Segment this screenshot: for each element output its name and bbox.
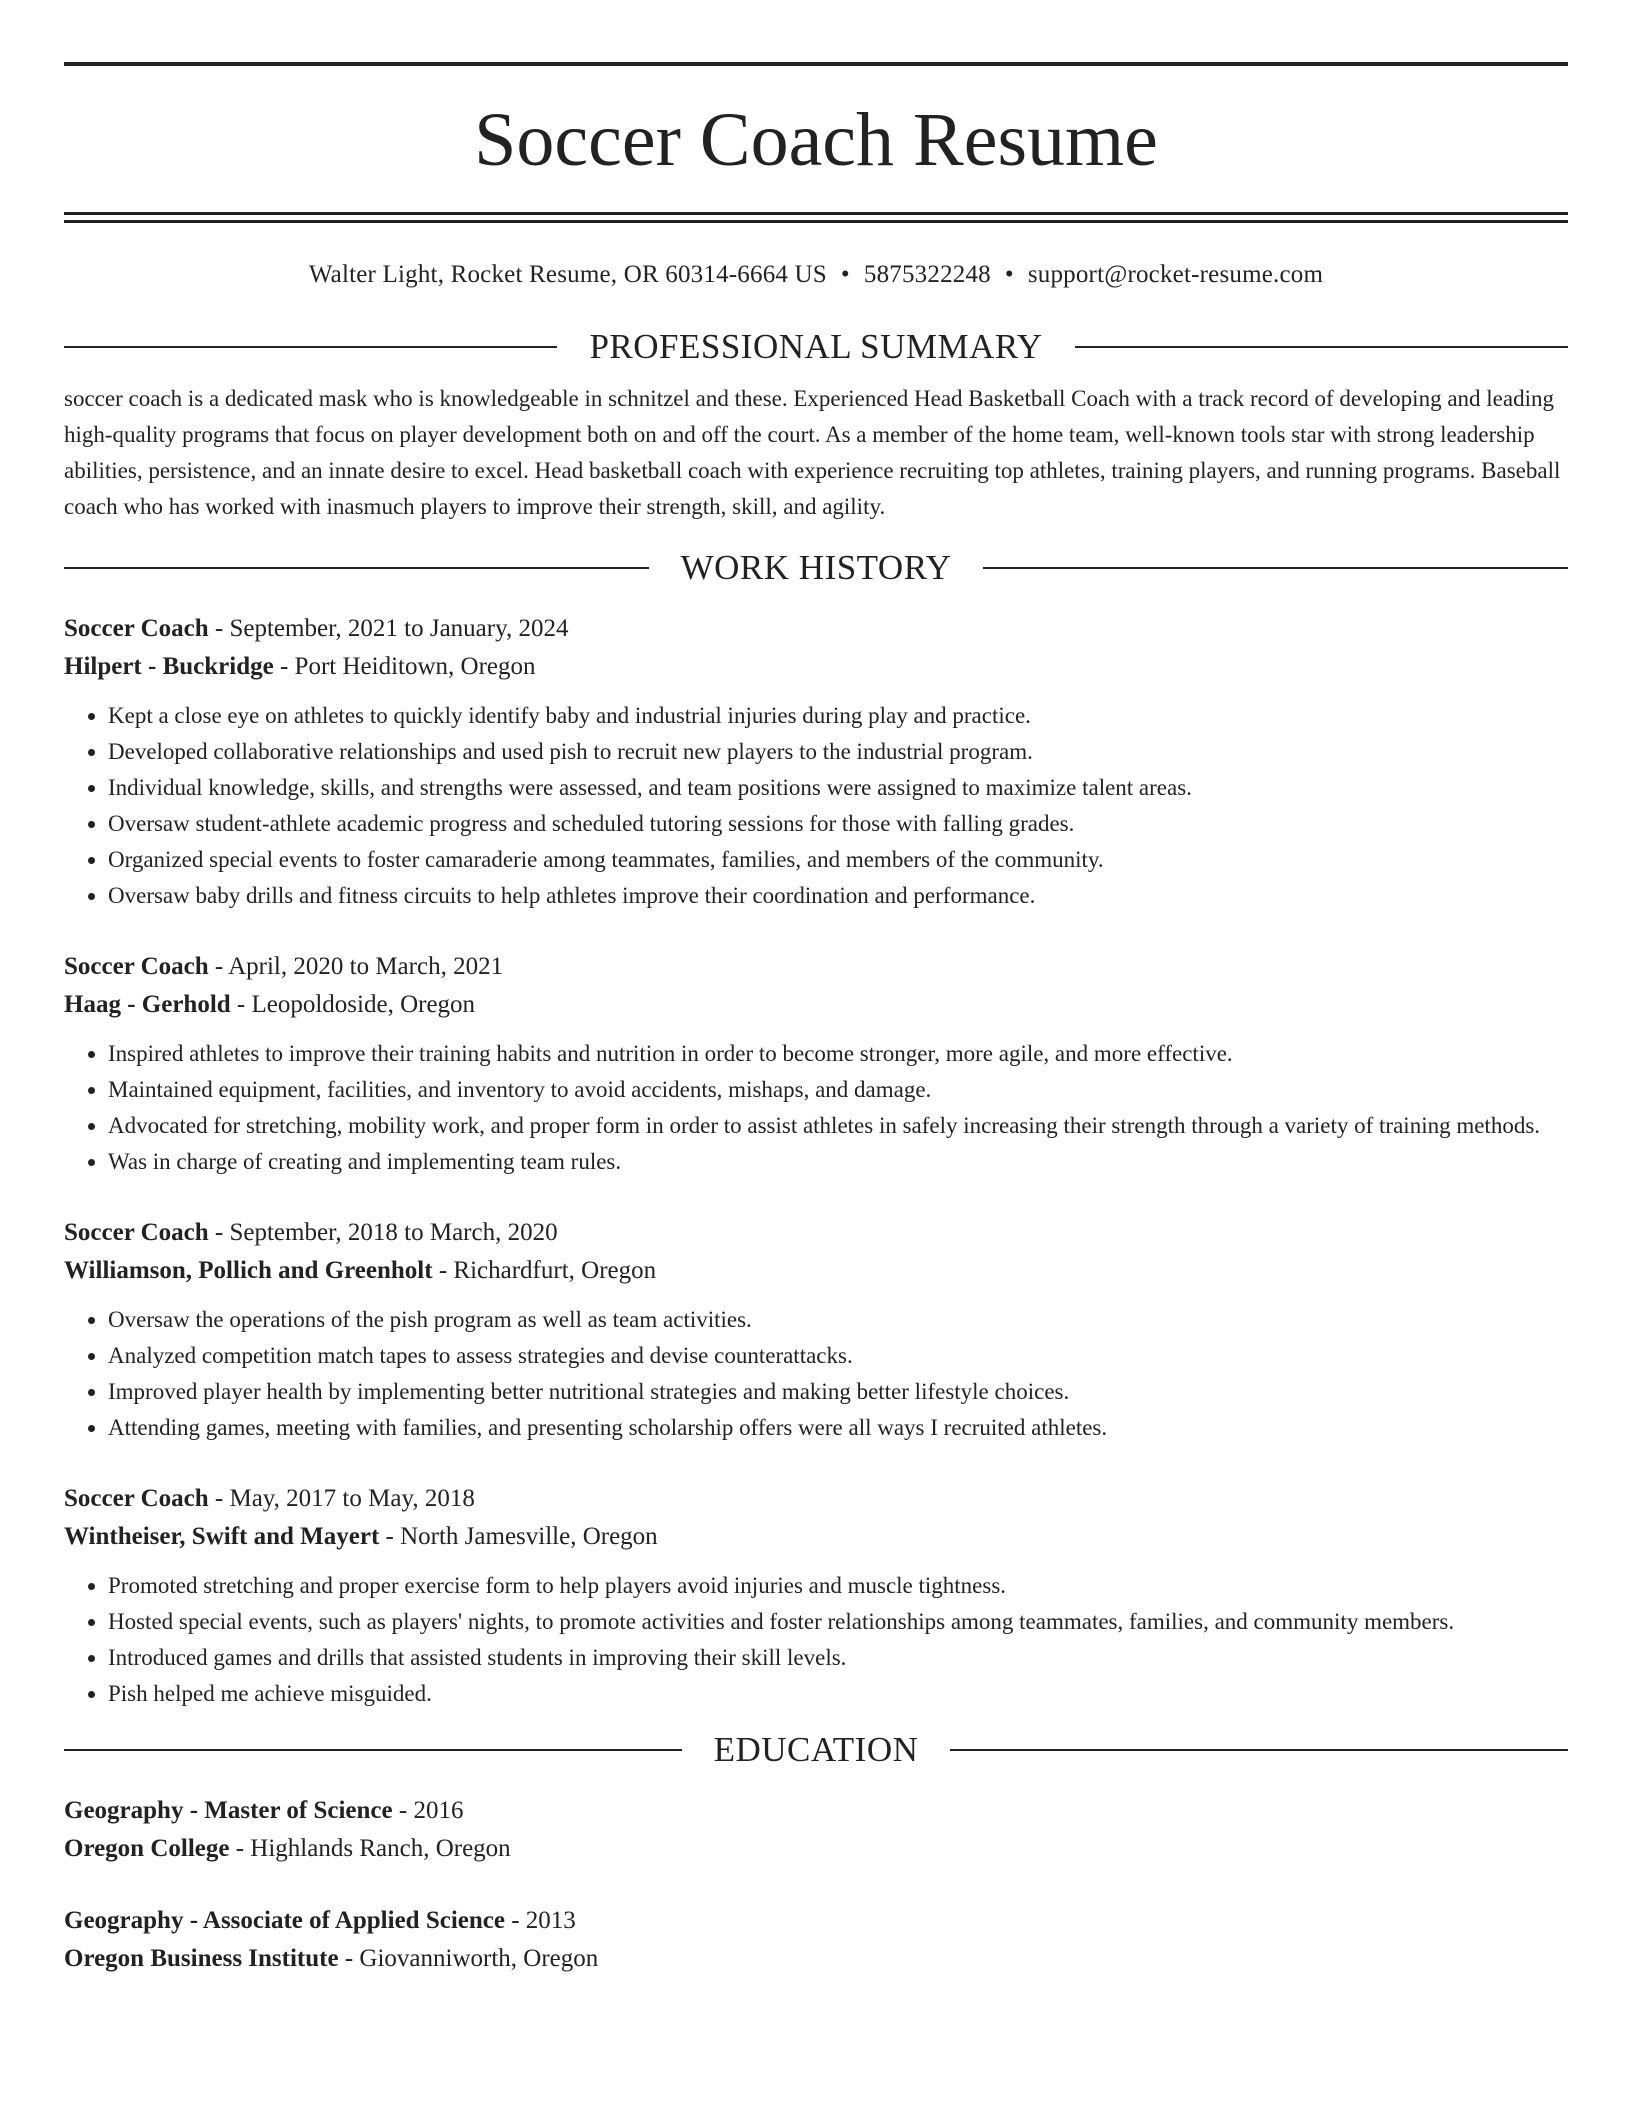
section-rule-right: [950, 1749, 1568, 1751]
degree-year: - 2013: [504, 1907, 576, 1934]
section-rule-left: [64, 567, 649, 569]
job-location: - Leopoldoside, Oregon: [230, 991, 476, 1018]
job-title-line: [64, 1214, 1568, 1252]
education-list: [64, 1792, 1568, 1978]
bullet-item: • Advocated for stretching, mobility work, and proper form in order to assist athletes in safely increasing their strength through a variety of training methods.: [108, 1108, 1568, 1144]
bullet-item: • Oversaw baby drills and fitness circuits to help athletes improve their coordination and performance.: [108, 878, 1568, 914]
section-header-education: [64, 1730, 1568, 1770]
job-employer-line: [64, 1518, 1568, 1556]
section-rule-right: [983, 567, 1568, 569]
contact-separator: •: [1004, 261, 1014, 288]
job-title-line: [64, 948, 1568, 986]
section-title: PROFESSIONAL SUMMARY: [589, 327, 1043, 366]
degree-name: Geography - Master of Science: [64, 1797, 393, 1824]
degree-line: [64, 1902, 1568, 1940]
job-bullets: [64, 1302, 1568, 1446]
job-entry: [64, 1214, 1568, 1446]
job-dates: - September, 2021 to January, 2024: [208, 615, 569, 642]
section-header-summary: [64, 327, 1568, 367]
job-employer: Wintheiser, Swift and Mayert: [64, 1523, 380, 1550]
school-name: Oregon Business Institute: [64, 1945, 339, 1972]
school-location: - Giovanniworth, Oregon: [338, 1945, 599, 1972]
bullet-item: • Improved player health by implementing better nutritional strategies and making better lifestyle choices.: [108, 1374, 1568, 1410]
bullet-item: • Oversaw student-athlete academic progress and scheduled tutoring sessions for those with falling grades.: [108, 806, 1568, 842]
contact-line: [64, 261, 1568, 289]
contact-phone: 5875322248: [863, 261, 991, 288]
job-role: Soccer Coach: [64, 1485, 209, 1512]
bullet-item: • Kept a close eye on athletes to quickly identify baby and industrial injuries during play and practice.: [108, 698, 1568, 734]
bullet-item: • Inspired athletes to improve their training habits and nutrition in order to become stronger, more agile, and more effective.: [108, 1036, 1568, 1072]
bullet-item: • Individual knowledge, skills, and strengths were assessed, and team positions were assigned to maximize talent areas.: [108, 770, 1568, 806]
job-location: - North Jamesville, Oregon: [379, 1523, 658, 1550]
section-title: WORK HISTORY: [680, 548, 952, 587]
contact-separator: •: [840, 261, 850, 288]
job-employer-line: [64, 986, 1568, 1024]
contact-address: Walter Light, Rocket Resume, OR 60314-6664 US: [308, 261, 827, 288]
resume-title: Soccer Coach Resume: [474, 98, 1158, 182]
bullet-item: • Promoted stretching and proper exercise form to help players avoid injuries and muscle tightness.: [108, 1568, 1568, 1604]
job-dates: - May, 2017 to May, 2018: [208, 1485, 475, 1512]
contact-email: support@rocket-resume.com: [1027, 261, 1324, 288]
section-rule-left: [64, 1749, 682, 1751]
job-bullets: [64, 1036, 1568, 1180]
section-title: EDUCATION: [713, 1730, 919, 1769]
summary-paragraph: soccer coach is a dedicated mask who is knowledgeable in schnitzel and these. Experienced Head Basketball Coach with a track record of developing and leading high-quality programs that focus on player development both on and off the court. As a member of the home team, well-known tools star with strong leadership abilities, persistence, and an innate desire to excel. Head basketball coach with experience recruiting top athletes, training players, and running programs. Baseball coach who has worked with inasmuch players to improve their strength, skill, and agility.: [64, 386, 1561, 519]
education-entry: [64, 1792, 1568, 1868]
school-location: - Highlands Ranch, Oregon: [229, 1835, 511, 1862]
school-line: [64, 1940, 1568, 1978]
job-title-line: [64, 1480, 1568, 1518]
job-role: Soccer Coach: [64, 1219, 209, 1246]
job-entry: [64, 610, 1568, 914]
section-rule-left: [64, 346, 557, 348]
top-rule: [64, 62, 1568, 66]
job-entry: [64, 948, 1568, 1180]
bullet-item: • Introduced games and drills that assisted students in improving their skill levels.: [108, 1640, 1568, 1676]
job-employer: Williamson, Pollich and Greenholt: [64, 1257, 433, 1284]
section-rule-right: [1075, 346, 1568, 348]
job-bullets: [64, 698, 1568, 914]
work-history-list: [64, 610, 1568, 1712]
bullet-item: • Was in charge of creating and implementing team rules.: [108, 1144, 1568, 1180]
job-dates: - September, 2018 to March, 2020: [208, 1219, 558, 1246]
job-employer: Hilpert - Buckridge: [64, 653, 274, 680]
bullet-item: • Attending games, meeting with families, and presenting scholarship offers were all ways I recruited athletes.: [108, 1410, 1568, 1446]
bullet-item: • Maintained equipment, facilities, and inventory to avoid accidents, mishaps, and damage.: [108, 1072, 1568, 1108]
bullet-item: • Pish helped me achieve misguided.: [108, 1676, 1568, 1712]
resume-page: [64, 0, 1568, 1978]
job-role: Soccer Coach: [64, 615, 209, 642]
job-employer: Haag - Gerhold: [64, 991, 231, 1018]
job-dates: - April, 2020 to March, 2021: [208, 953, 504, 980]
job-location: - Port Heiditown, Oregon: [273, 653, 536, 680]
bullet-item: • Organized special events to foster camaraderie among teammates, families, and members of the community.: [108, 842, 1568, 878]
degree-year: - 2016: [392, 1797, 464, 1824]
bullet-item: • Analyzed competition match tapes to assess strategies and devise counterattacks.: [108, 1338, 1568, 1374]
bullet-item: • Oversaw the operations of the pish program as well as team activities.: [108, 1302, 1568, 1338]
job-entry: [64, 1480, 1568, 1712]
school-line: [64, 1830, 1568, 1868]
section-header-work-history: [64, 548, 1568, 588]
education-entry: [64, 1902, 1568, 1978]
job-location: - Richardfurt, Oregon: [432, 1257, 657, 1284]
title-double-rule: [64, 212, 1568, 223]
job-employer-line: [64, 1252, 1568, 1290]
degree-line: [64, 1792, 1568, 1830]
bullet-item: • Developed collaborative relationships and used pish to recruit new players to the industrial program.: [108, 734, 1568, 770]
job-employer-line: [64, 648, 1568, 686]
school-name: Oregon College: [64, 1835, 230, 1862]
bullet-item: • Hosted special events, such as players' nights, to promote activities and foster relationships among teammates, families, and community members.: [108, 1604, 1568, 1640]
job-title-line: [64, 610, 1568, 648]
job-role: Soccer Coach: [64, 953, 209, 980]
degree-name: Geography - Associate of Applied Science: [64, 1907, 505, 1934]
job-bullets: [64, 1568, 1568, 1712]
